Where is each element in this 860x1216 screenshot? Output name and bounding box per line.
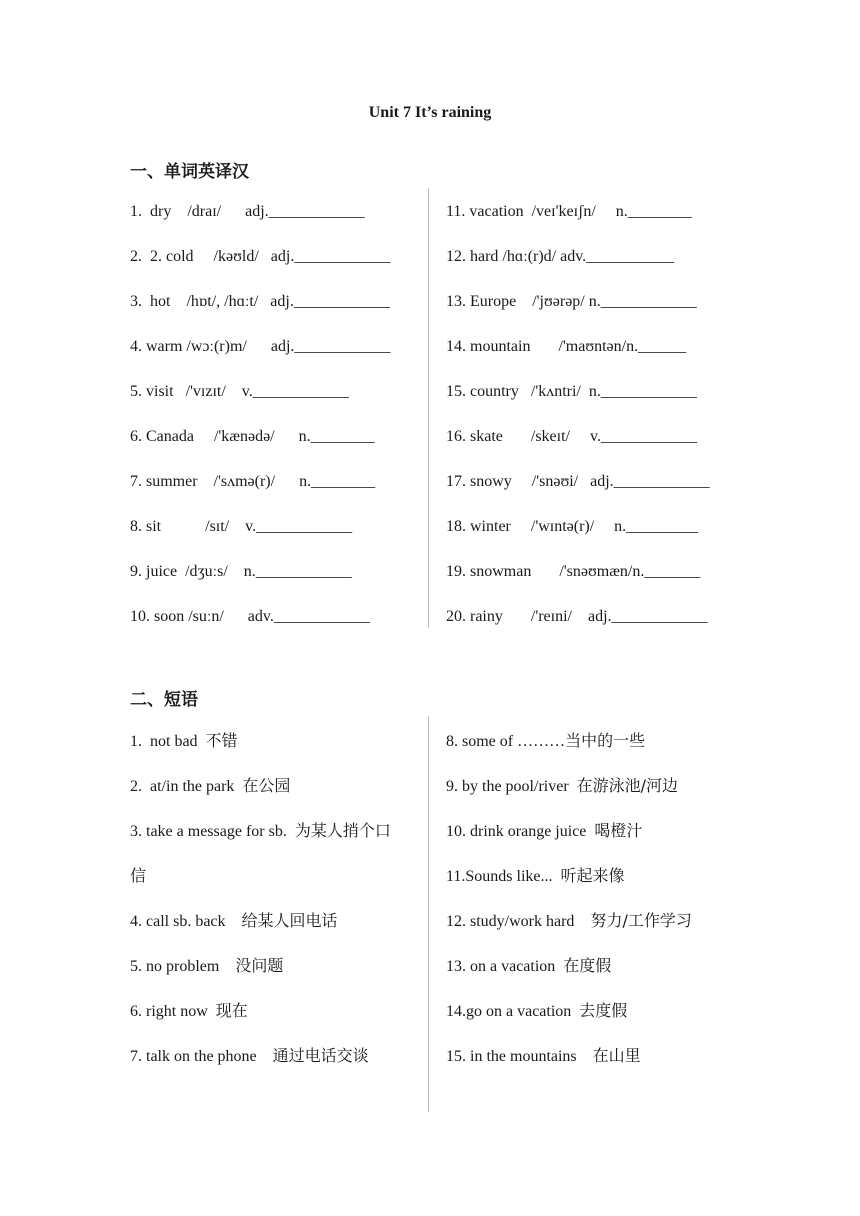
phrase-item: 3. take a message for sb. 为某人捎个口	[130, 821, 391, 840]
phrase-item: 1. not bad 不错	[130, 731, 238, 750]
phrase-item: 11.Sounds like... 听起来像	[446, 866, 625, 885]
phrase-item: 2. at/in the park 在公园	[130, 776, 291, 795]
vocab-item: 2. 2. cold /kəʊld/ adj.____________	[130, 248, 391, 265]
section-heading-phrases: 二、短语	[130, 690, 198, 710]
vocab-item: 8. sit /sɪt/ v.____________	[130, 518, 353, 535]
column-divider	[428, 188, 429, 628]
phrase-item-continuation: 信	[130, 866, 147, 885]
section-heading-vocabulary: 一、单词英译汉	[130, 162, 249, 182]
phrase-item: 4. call sb. back 给某人回电话	[130, 911, 338, 930]
phrase-item: 15. in the mountains 在山里	[446, 1046, 641, 1065]
vocab-item: 20. rainy /'reɪni/ adj.____________	[446, 608, 708, 625]
vocab-item: 18. winter /'wɪntə(r)/ n._________	[446, 518, 699, 535]
phrase-item: 13. on a vacation 在度假	[446, 956, 612, 975]
phrase-item: 10. drink orange juice 喝橙汁	[446, 821, 643, 840]
vocab-item: 13. Europe /'jʊərəp/ n.____________	[446, 293, 697, 310]
vocab-item: 12. hard /hɑː(r)d/ adv.___________	[446, 248, 675, 265]
vocab-item: 17. snowy /'snəʊi/ adj.____________	[446, 473, 710, 490]
phrase-item: 12. study/work hard 努力/工作学习	[446, 911, 692, 930]
vocab-item: 5. visit /'vɪzɪt/ v.____________	[130, 383, 349, 400]
column-divider	[428, 716, 429, 1112]
vocab-item: 15. country /'kʌntri/ n.____________	[446, 383, 697, 400]
vocab-item: 16. skate /skeɪt/ v.____________	[446, 428, 697, 445]
phrase-item: 9. by the pool/river 在游泳池/河边	[446, 776, 679, 795]
vocab-item: 11. vacation /veɪ'keɪʃn/ n.________	[446, 203, 692, 220]
phrase-item: 14.go on a vacation 去度假	[446, 1001, 628, 1020]
phrase-item: 7. talk on the phone 通过电话交谈	[130, 1046, 369, 1065]
phrase-item: 6. right now 现在	[130, 1001, 248, 1020]
vocab-item: 1. dry /draɪ/ adj.____________	[130, 203, 365, 220]
vocab-item: 9. juice /dʒuːs/ n.____________	[130, 563, 352, 580]
vocab-item: 4. warm /wɔː(r)m/ adj.____________	[130, 338, 391, 355]
phrase-item: 8. some of ………当中的一些	[446, 731, 646, 750]
phrase-item: 5. no problem 没问题	[130, 956, 284, 975]
page-title: Unit 7 It’s raining	[368, 104, 492, 121]
vocab-item: 14. mountain /'maʊntən/n.______	[446, 338, 687, 355]
vocab-item: 10. soon /suːn/ adv.____________	[130, 608, 370, 625]
vocab-item: 7. summer /'sʌmə(r)/ n.________	[130, 473, 376, 490]
vocab-item: 19. snowman /'snəʊmæn/n._______	[446, 563, 701, 580]
vocab-item: 6. Canada /'kænədə/ n.________	[130, 428, 375, 445]
vocab-item: 3. hot /hɒt/, /hɑːt/ adj.____________	[130, 293, 390, 310]
